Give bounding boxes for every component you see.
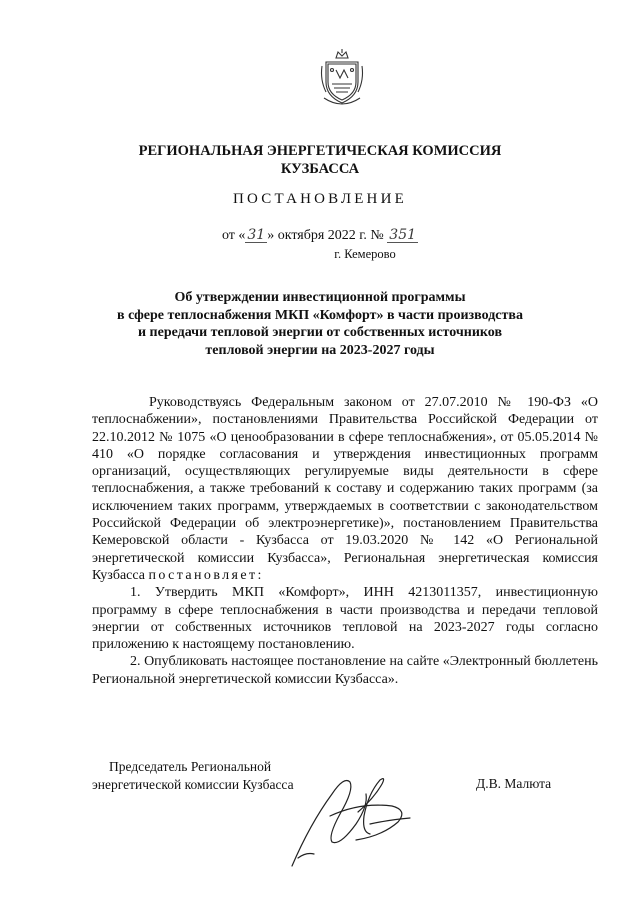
org-line-1: РЕГИОНАЛЬНАЯ ЭНЕРГЕТИЧЕСКАЯ КОМИССИЯ	[138, 143, 502, 159]
position-line-1: Председатель Региональной	[109, 759, 272, 774]
title-line-4: тепловой энергии на 2023-2027 годы	[205, 342, 435, 358]
document-title	[0, 289, 640, 359]
item-2: 2. Опубликовать настоящее постановление на сайте «Электронный бюллетень Региональной энергетической комиссии Кузбасса».	[92, 654, 598, 687]
org-line-2: КУЗБАССА	[280, 161, 360, 177]
document-type: ПОСТАНОВЛЕНИЕ	[233, 191, 407, 207]
title-line-2: в сфере теплоснабжения МКП «Комфорт» в части производства	[117, 307, 523, 323]
handwritten-signature	[270, 754, 420, 874]
preamble-text: Руководствуясь Федеральным законом от 27.07.2010 № 190-ФЗ «О теплоснабжении», постановлениями Правительства Российской Федерации от 22.10.2012 № 1075 «О ценообразовании в сфере теплоснабжения», от 05.05.2014 № 410 «О порядке согласования и утверждения инвестиционных программ организаций, осуществляющих регулируемые виды деятельности в сфере теплоснабжения, а также требований к составу и содержанию таких программ (за исключением таких программ, утверждаемых в соответствии с законодательством Российской Федерации об электроэнергетике)», постановлением Правительства Кемеровской области - Кузбасса от 19.03.2020 № 142 «О Региональной энергетической комиссии Кузбасса», Региональная энергетическая комиссия Кузбасса	[92, 395, 598, 583]
signatory-position	[92, 758, 294, 793]
date-line	[0, 228, 640, 244]
signatory-name: Д.В. Малюта	[476, 776, 552, 791]
document-body	[92, 394, 598, 688]
item-1: 1. Утвердить МКП «Комфорт», ИНН 4213011357, инвестиционную программу в сфере теплоснабжения в части производства и передачи тепловой энергии от собственных источников тепловой на 2023-2027 годы согласно приложению к настоящему постановлению.	[92, 585, 598, 653]
date-day: 31	[247, 227, 266, 243]
document-number: 351	[389, 227, 417, 243]
position-line-2: энергетической комиссии Кузбасса	[92, 776, 294, 792]
issuing-authority	[0, 142, 640, 178]
date-prefix: от «	[221, 228, 246, 243]
title-line-1: Об утверждении инвестиционной программы	[174, 290, 466, 305]
resolves-word: постановляет:	[148, 567, 264, 583]
title-line-3: и передачи тепловой энергии от собственных источников	[137, 325, 502, 340]
city: г. Кемерово	[334, 247, 396, 261]
preamble-paragraph	[92, 394, 598, 584]
date-suffix: » октября 2022 г. №	[267, 228, 384, 243]
coat-of-arms-icon	[318, 48, 366, 108]
